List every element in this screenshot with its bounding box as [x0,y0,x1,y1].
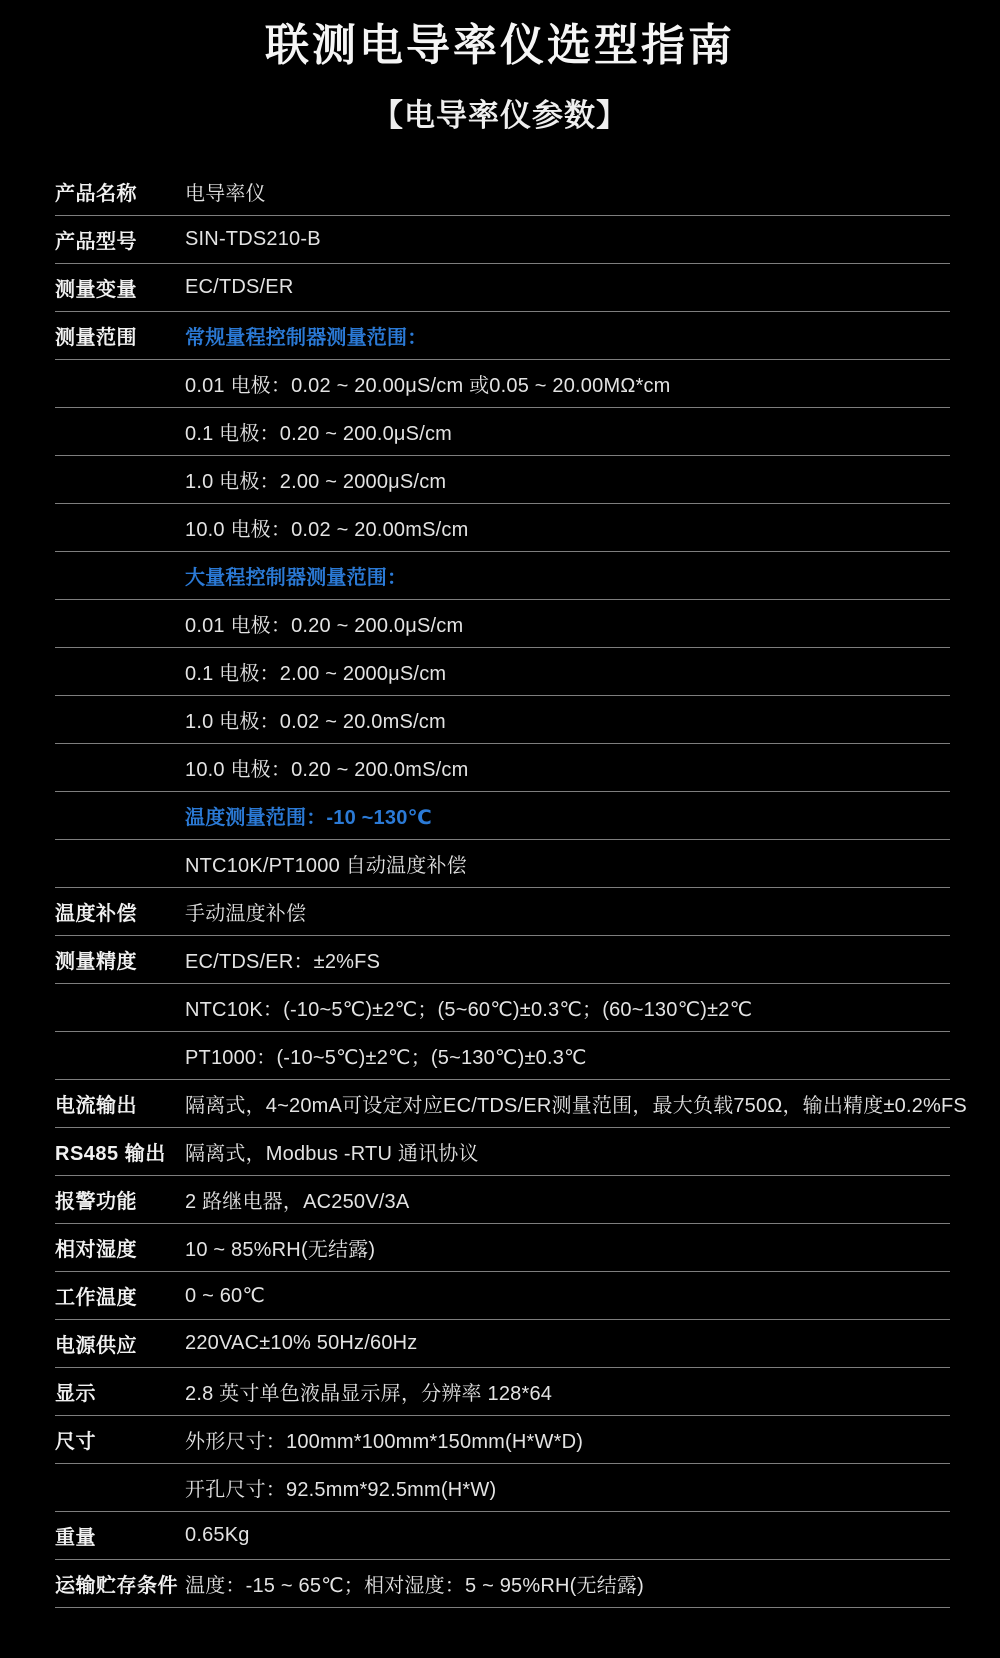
spec-row-label: 测量变量 [55,279,137,301]
spec-row [55,1080,967,1128]
spec-row-value: 2 路继电器，AC250V/3A [185,1191,410,1213]
spec-row-label: 温度补偿 [55,903,137,925]
spec-row [55,1272,950,1320]
spec-row-value: 1.0 电极：2.00 ~ 2000μS/cm [185,471,447,493]
spec-row-value: 10.0 电极：0.20 ~ 200.0mS/cm [185,759,469,781]
spec-table [55,168,967,1608]
spec-row [55,1368,950,1416]
spec-row [55,840,950,888]
spec-row-value: 常规量程控制器测量范围： [185,327,428,349]
spec-row-label: 产品名称 [55,183,137,205]
spec-row-label: 电流输出 [55,1095,137,1117]
spec-row [55,552,950,600]
spec-row-value: EC/TDS/ER：±2%FS [185,951,381,973]
spec-row-value: 隔离式，Modbus -RTU 通讯协议 [185,1143,479,1165]
spec-row-label: 尺寸 [55,1431,96,1453]
spec-row [55,264,950,312]
spec-row [55,408,950,456]
spec-row [55,1128,950,1176]
spec-row-value: SIN-TDS210-B [185,228,321,250]
spec-row [55,1512,950,1560]
spec-row-label: RS485 输出 [55,1143,166,1165]
spec-row-value: 温度测量范围：-10 ~130℃ [185,807,432,829]
spec-row [55,1560,950,1608]
spec-row-label: 重量 [55,1527,96,1549]
spec-row [55,792,950,840]
spec-row [55,1176,950,1224]
spec-row-label: 运输贮存条件 [55,1575,178,1597]
spec-row [55,600,950,648]
spec-row [55,312,950,360]
spec-row [55,456,950,504]
spec-row [55,1416,950,1464]
spec-row-value: 开孔尺寸：92.5mm*92.5mm(H*W) [185,1479,497,1501]
spec-row [55,984,950,1032]
spec-row-value: 0 ~ 60℃ [185,1285,266,1307]
spec-row-value: 10.0 电极：0.02 ~ 20.00mS/cm [185,519,469,541]
spec-row-value: 温度：-15 ~ 65℃；相对湿度：5 ~ 95%RH(无结露) [185,1575,644,1597]
spec-row-value: 10 ~ 85%RH(无结露) [185,1239,376,1261]
spec-row-value: 电导率仪 [185,183,266,205]
spec-row [55,1320,950,1368]
spec-row-value: NTC10K：(-10~5℃)±2℃；(5~60℃)±0.3℃；(60~130℃)±2℃ [185,999,753,1021]
page-subtitle: 【电导率仪参数】 [372,98,628,133]
spec-row-label: 显示 [55,1383,96,1405]
spec-row [55,648,950,696]
spec-row-value: 外形尺寸：100mm*100mm*150mm(H*W*D) [185,1431,584,1453]
spec-row-value: NTC10K/PT1000 自动温度补偿 [185,855,467,877]
spec-row-label: 产品型号 [55,231,137,253]
spec-row [55,504,950,552]
spec-row [55,696,950,744]
spec-row-value: 0.1 电极：0.20 ~ 200.0μS/cm [185,423,453,445]
spec-row [55,744,950,792]
spec-row-value: 0.1 电极：2.00 ~ 2000μS/cm [185,663,447,685]
spec-row [55,168,950,216]
spec-row-label: 电源供应 [55,1335,137,1357]
spec-row [55,360,950,408]
spec-row [55,936,950,984]
spec-row [55,1224,950,1272]
spec-row-value: 0.01 电极：0.02 ~ 20.00μS/cm 或0.05 ~ 20.00MΩ*cm [185,375,671,397]
page-title: 联测电导率仪选型指南 [265,21,735,70]
spec-row-label: 相对湿度 [55,1239,137,1261]
spec-row-value: 1.0 电极：0.02 ~ 20.0mS/cm [185,711,446,733]
spec-row-value: 2.8 英寸单色液晶显示屏，分辨率 128*64 [185,1383,553,1405]
spec-row-label: 报警功能 [55,1191,137,1213]
spec-row-value: 0.01 电极：0.20 ~ 200.0μS/cm [185,615,464,637]
spec-row [55,1032,950,1080]
spec-row-label: 测量精度 [55,951,137,973]
spec-row-value: 0.65Kg [185,1524,250,1546]
spec-row [55,216,950,264]
spec-row-value: 手动温度补偿 [185,903,307,925]
spec-row-label: 工作温度 [55,1287,137,1309]
spec-row-value: PT1000：(-10~5℃)±2℃；(5~130℃)±0.3℃ [185,1047,587,1069]
spec-row-value: EC/TDS/ER [185,276,294,298]
spec-row [55,888,950,936]
spec-row-label: 测量范围 [55,327,137,349]
spec-row-value: 大量程控制器测量范围： [185,567,408,589]
spec-row-value: 隔离式，4~20mA可设定对应EC/TDS/ER测量范围，最大负载750Ω，输出精度±0.2%FS [185,1095,967,1117]
spec-row [55,1464,950,1512]
spec-row-value: 220VAC±10% 50Hz/60Hz [185,1332,418,1354]
